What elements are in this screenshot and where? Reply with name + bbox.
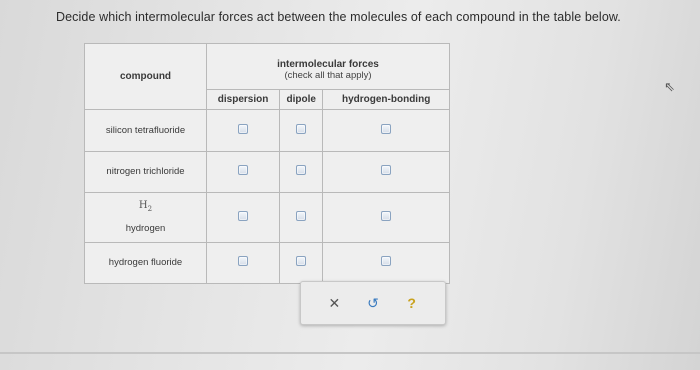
forces-group-title: intermolecular forces: [277, 59, 379, 71]
checkbox-dispersion[interactable]: [238, 165, 248, 175]
compound-name: hydrogen fluoride: [108, 257, 183, 269]
checkbox-dispersion[interactable]: [238, 211, 248, 221]
formula-subscript: 2: [147, 205, 153, 214]
compound-cell: [85, 242, 207, 283]
checkbox-hydrogen-bonding[interactable]: [381, 165, 391, 175]
checkbox-dipole[interactable]: [296, 124, 306, 134]
forces-table: [84, 43, 450, 284]
checkbox-cell: [207, 110, 280, 151]
divider: [0, 352, 700, 354]
compound-name: silicon tetrafluoride: [105, 124, 186, 136]
compound-name: hydrogen: [125, 223, 166, 235]
checkbox-cell: [207, 242, 280, 283]
mouse-cursor-icon: ⇖: [664, 79, 675, 94]
checkbox-hydrogen-bonding[interactable]: [381, 124, 391, 134]
table-row: [85, 242, 450, 283]
checkbox-cell: [207, 151, 280, 192]
formula-main: H: [138, 200, 148, 212]
column-header-hydrogen-bonding: hydrogen-bonding: [323, 89, 450, 110]
column-header-dispersion: dispersion: [207, 89, 280, 110]
compound-cell: [85, 110, 207, 151]
checkbox-cell: [280, 242, 323, 283]
checkbox-cell: [323, 151, 450, 192]
compound-cell: [85, 192, 207, 242]
checkbox-dipole[interactable]: [296, 165, 306, 175]
checkbox-dipole[interactable]: [296, 211, 306, 221]
answer-toolbar: [300, 281, 446, 325]
checkbox-hydrogen-bonding[interactable]: [381, 256, 391, 266]
checkbox-cell: [323, 110, 450, 151]
table-row: [85, 151, 450, 192]
compound-formula: [85, 200, 206, 213]
question-text: Decide which intermolecular forces act between the molecules of each compound in the table below.: [56, 10, 621, 24]
checkbox-cell: [323, 192, 450, 242]
checkbox-hydrogen-bonding[interactable]: [381, 211, 391, 221]
checkbox-dispersion[interactable]: [238, 124, 248, 134]
checkbox-cell: [207, 192, 280, 242]
help-icon[interactable]: ?: [407, 295, 416, 311]
column-header-dipole: dipole: [280, 89, 323, 110]
table-row: [85, 110, 450, 151]
clear-icon[interactable]: ✕: [328, 294, 341, 311]
checkbox-cell: [280, 110, 323, 151]
compound-cell: [85, 151, 207, 192]
forces-group-subtitle: (check all that apply): [284, 70, 372, 82]
checkbox-cell: [323, 242, 450, 283]
table-row: [85, 192, 450, 242]
checkbox-cell: [280, 151, 323, 192]
forces-group-header: [207, 44, 450, 90]
compound-name: nitrogen trichloride: [106, 166, 185, 178]
checkbox-dipole[interactable]: [296, 256, 306, 266]
undo-icon[interactable]: ↺: [367, 294, 379, 311]
compound-header: compound: [85, 44, 207, 110]
checkbox-dispersion[interactable]: [238, 256, 248, 266]
checkbox-cell: [280, 192, 323, 242]
